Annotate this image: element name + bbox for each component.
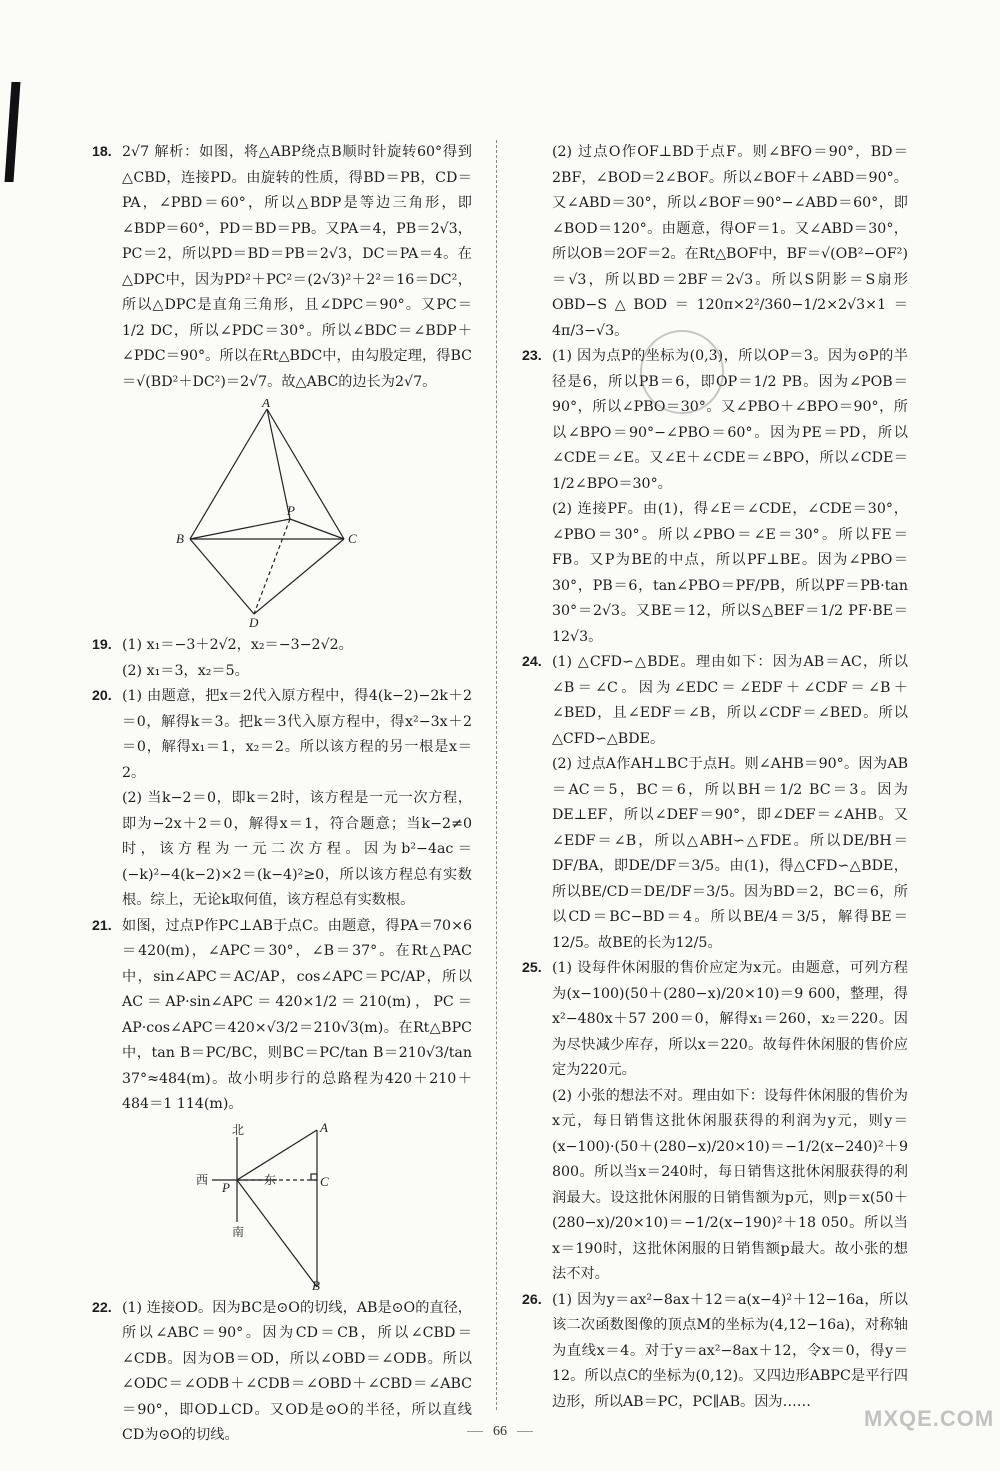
label-west: 西: [196, 1172, 209, 1187]
answer-text: 2√7 解析：如图，将△ABP绕点B顺时针旋转60°得到△CBD，连接PD。由旋转的性质，得BD＝PB，CD＝PA，∠PBD＝60°，所以△BDP是等边三角形，即∠BDP＝60°，PD＝BD＝PB。又PA＝4，PB＝2√3，PC＝2，所以PD＝BD＝PB＝2√3，DC＝PA＝4。在△DPC中，因为PD²＋PC²＝(2√3)²＋2²＝16＝DC²，所以△DPC是直角三角形，且∠DPC＝90°。又PC＝1/2 DC，所以∠PDC＝30°。所以∠BDC＝∠BDP＋∠PDC＝90°。所以在Rt△BDC中，由勾股定理，得BC＝√(BD²＋DC²)＝2√7。故△ABC的边长为2√7。: [122, 144, 472, 390]
label-north: 北: [232, 1122, 245, 1137]
answer-text: (1) 由题意，把x＝2代入原方程中，得4(k−2)−2k＋2＝0，解得k＝3。把k＝3代入原方程中，得x²−3x＋2＝0，解得x₁＝1，x₂＝2。所以该方程的另一根是x＝2。: [122, 688, 472, 781]
answer-text: (1) x₁＝−3＋2√2，x₂＝−3−2√2。: [122, 637, 353, 653]
answer-25-part2: (2) 小张的想法不对。理由如下：设每件休闲服的售价为x元，每日销售这批休闲服获得的利润为y元，则y＝(x−100)·(50＋(280−x)/20×10)＝−1/2(x−240)²＋9 800。所以当x＝240时，每日销售这批休闲服获得的利润最大。设这批休闲服的日销售额为p元，则p＝x(50＋(280−x)/20×10)＝−1/2(x−190)²＋18 050。所以当x＝190时，这批休闲服的日销售额p最大。故小张的想法不对。: [552, 1087, 908, 1282]
label-B: B: [176, 531, 184, 546]
column-divider: [496, 140, 497, 1410]
question-number: 26.: [522, 1291, 542, 1308]
question-number: 18.: [92, 144, 112, 160]
label-P: P: [222, 1179, 230, 1195]
left-column: [92, 140, 472, 1449]
answer-20-part2: (2) 当k−2＝0，即k＝2时，该方程是一元一次方程，即为−2x＋2＝0，解得x＝1，符合题意；当k−2≠0时，该方程为一元二次方程。因为b²−4ac＝(−k)²−4(k−2)×2＝(k−4)²≥0，所以该方程总有实数根。综上，无论k取何值，该方程总有实数根。: [122, 790, 472, 908]
question-number: 21.: [92, 917, 112, 934]
answer-19: [92, 633, 472, 659]
label-A: A: [262, 399, 270, 410]
question-number: 22.: [92, 1299, 112, 1316]
answer-21: [92, 914, 472, 1118]
answer-text: (1) 连接OD。因为BC是⊙O的切线，AB是⊙O的直径，所以∠ABC＝90°。因为CD＝CB，所以∠CBD＝∠CDB。因为OB＝OD，所以∠OBD＝∠ODB。所以∠ODC＝∠ODB＋∠CDB＝∠OBD＋∠CBD＝∠ABC＝90°，即OD⊥CD。又OD是⊙O的半径，所以直线CD为⊙O的切线。: [122, 1299, 472, 1443]
figure-compass: [92, 1122, 472, 1292]
question-number: 20.: [92, 688, 112, 704]
answer-20: [92, 684, 472, 786]
page-number: 66: [0, 1424, 1000, 1440]
answer-26: [522, 1288, 908, 1416]
answer-text: (1) 因为点P的坐标为(0,3)，所以OP＝3。因为⊙P的半径是6，所以PB＝6，即OP＝1/2 PB。因为∠POB＝90°，所以∠PBO＝30°。又∠PBO＋∠BPO＝90°，所以∠BPO＝90°−∠PBO＝60°。因为PE＝PD，所以∠CDE＝∠E。又∠E＋∠CDE＝∠BPO，所以∠CDE＝1/2∠BPO＝30°。: [552, 348, 908, 492]
figure-triangle-abc: [92, 399, 472, 629]
answer-text: 如图，过点P作PC⊥AB于点C。由题意，得PA＝70×6＝420(m)，∠APC＝30°，∠B＝37°。在Rt△PAC中，sin∠APC＝AC/AP，cos∠APC＝PC/AP，所以AC＝AP·sin∠APC＝420×1/2＝210(m)，PC＝AP·cos∠APC＝420×√3/2＝210√3(m)。在Rt△BPC中，tan B＝PC/BC，则BC＝PC/tan B＝210√3/tan 37°≈484(m)。故小明步行的总路程为420＋210＋484＝1 114(m)。: [122, 917, 472, 1112]
label-B: B: [312, 1277, 320, 1292]
answer-18: [92, 140, 472, 395]
answer-19-part2: (2) x₁＝3，x₂＝5。: [122, 662, 249, 679]
answer-25: [522, 956, 908, 1084]
label-D: D: [249, 615, 259, 629]
answer-24: [522, 650, 908, 752]
compass-figure-svg: [92, 1122, 472, 1292]
label-east: 东: [264, 1172, 277, 1187]
watermark-logo: MXQE.COM: [864, 1406, 995, 1431]
question-number: 25.: [522, 960, 542, 976]
question-number: 24.: [522, 654, 542, 670]
answer-text: (1) 设每件休闲服的售价应定为x元。由题意，可列方程为(x−100)(50＋(280−x)/20×10)＝9 600，整理，得x²−480x＋57 200＝0，解得x₁＝260，x₂＝220。因为尽快减少库存，所以x＝220。故每件休闲服的售价应定为220元。: [552, 960, 908, 1078]
answer-22-part2: (2) 过点O作OF⊥BD于点F。则∠BFO＝90°，BD＝2BF，∠BOD＝2∠BOF。所以∠BOF＋∠ABD＝90°。又∠ABD＝30°，所以∠BOF＝90°−∠ABD＝60°，即∠BOD＝120°。由题意，得OF＝1。又∠ABD＝30°，所以OB＝2OF＝2。在Rt△BOF中，BF＝√(OB²−OF²)＝√3，所以BD＝2BF＝2√3。所以S阴影＝S扇形OBD−S△BOD＝120π×2²/360−1/2×2√3×1＝4π/3−√3。: [552, 144, 908, 339]
label-C: C: [320, 1173, 329, 1189]
answer-24-part2: (2) 过点A作AH⊥BC于点H。则∠AHB＝90°。因为AB＝AC＝5，BC＝6，所以BH＝1/2 BC＝3。因为DE⊥EF，所以∠DEF＝90°，即∠DEF＝∠AHB。又∠EDF＝∠B，所以△ABH∽△FDE。所以DE/BH＝DF/BA，即DE/DF＝3/5。由(1)，得△CFD∽△BDE，所以BE/CD＝DE/DF＝3/5。因为BD＝2，BC＝6，所以CD＝BC−BD＝4。所以BE/4＝3/5，解得BE＝12/5。故BE的长为12/5。: [552, 756, 908, 951]
label-south: 南: [232, 1224, 245, 1239]
label-C: C: [348, 531, 357, 546]
question-number: 19.: [92, 637, 112, 653]
binding-edge-mark: [5, 82, 21, 182]
question-number: 23.: [522, 348, 542, 364]
answer-text: (1) 因为y＝ax²−8ax＋12＝a(x−4)²＋12−16a，所以该二次函数图像的顶点M的坐标为(4,12−16a)，对称轴为直线x＝4。对于y＝ax²−8ax＋12，令x＝0，得y＝12。所以点C的坐标为(0,12)。又四边形ABPC是平行四边形，所以AB＝PC，PC∥AB。因为……: [552, 1291, 908, 1410]
triangle-figure-svg: [92, 399, 472, 629]
answer-23-part2: (2) 连接PF。由(1)，得∠E＝∠CDE，∠CDE＝30°，∠PBO＝30°。所以∠PBO＝∠E＝30°。所以FE＝FB。又P为BE的中点，所以PF⊥BE。因为∠PBO＝30°，PB＝6，tan∠PBO＝PF/PB，所以PF＝PB·tan 30°＝2√3。又BE＝12，所以S△BEF＝1/2 PF·BE＝12√3。: [552, 501, 908, 645]
answer-23: [522, 344, 908, 497]
label-A: A: [320, 1121, 328, 1135]
label-P: P: [287, 503, 295, 518]
answer-text: (1) △CFD∽△BDE。理由如下：因为AB＝AC，所以∠B＝∠C。因为∠EDC＝∠EDF＋∠CDF＝∠B＋∠BED，且∠EDF＝∠B，所以∠CDF＝∠BED。所以△CFD∽△BDE。: [552, 654, 908, 747]
right-column: [522, 140, 908, 1415]
